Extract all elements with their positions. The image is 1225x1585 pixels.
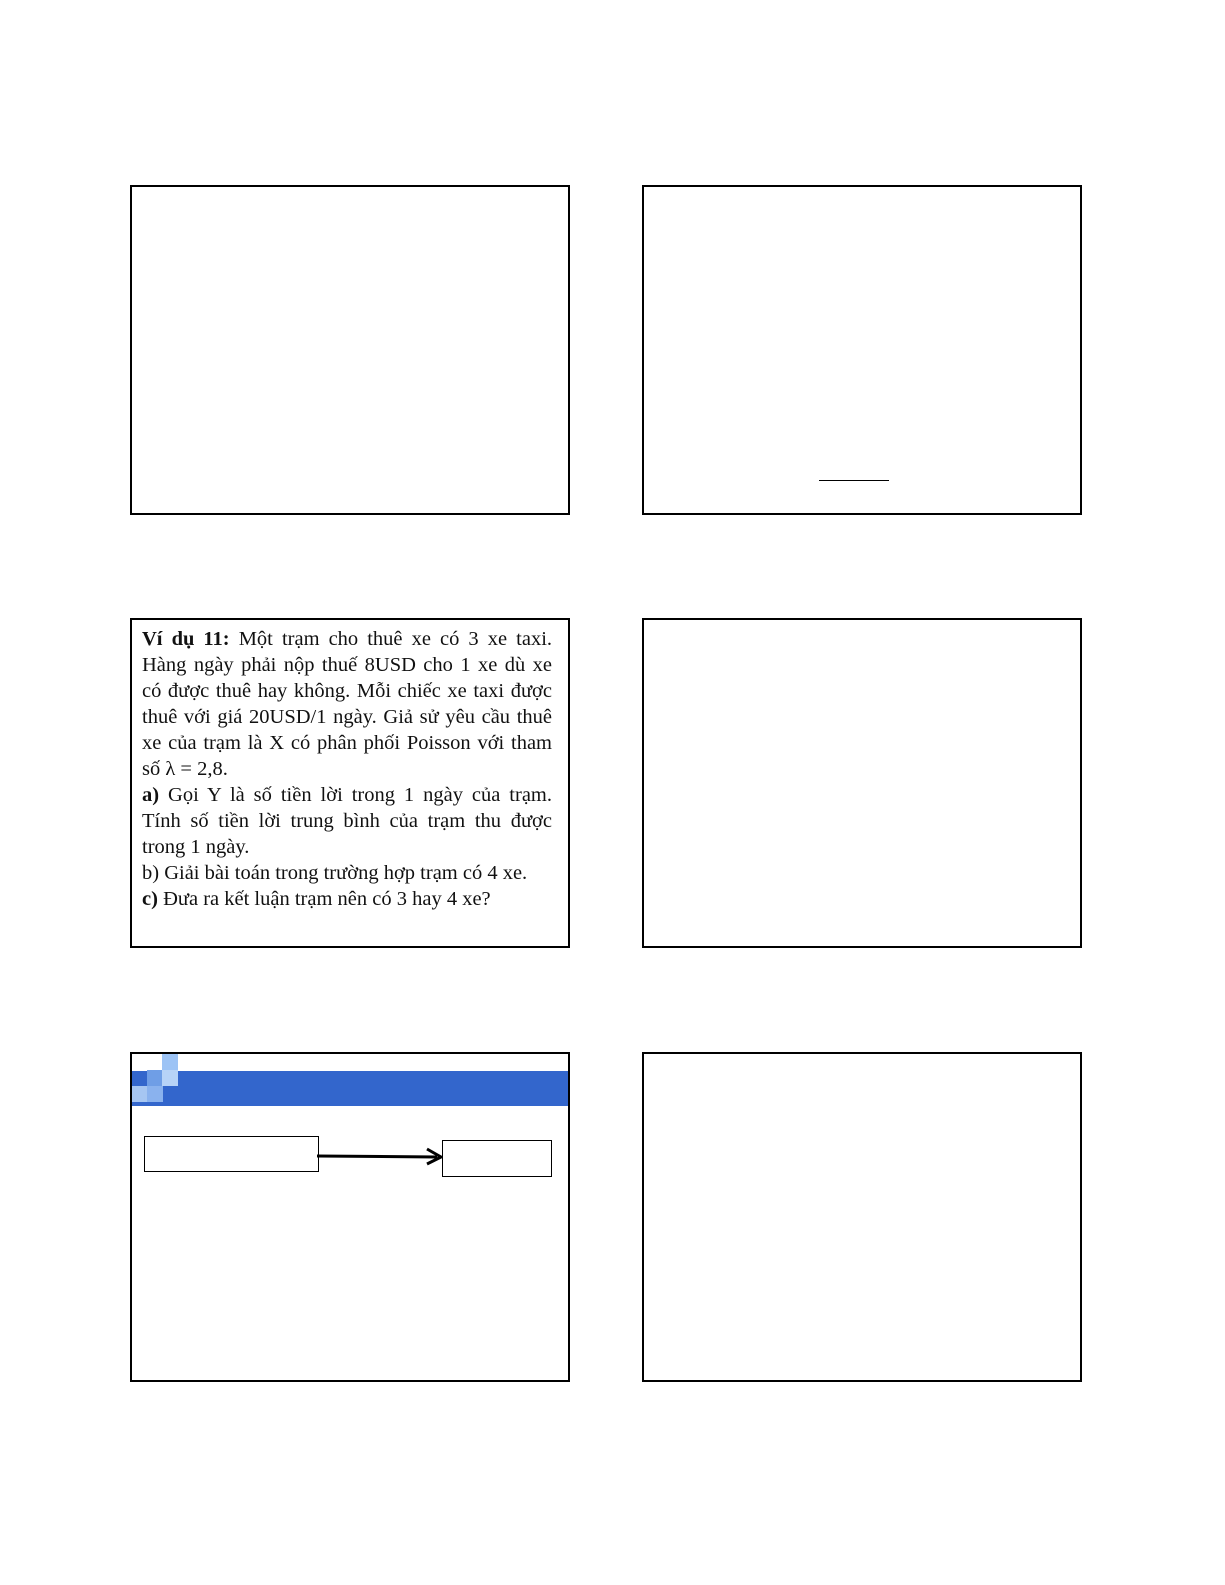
slide-5-diagram bbox=[130, 1052, 570, 1382]
flow-box-target bbox=[442, 1140, 552, 1177]
part-c-label: c) bbox=[142, 888, 158, 910]
slide-2 bbox=[642, 185, 1082, 515]
example-label: Ví dụ 11: bbox=[142, 628, 230, 650]
decorative-square bbox=[162, 1054, 178, 1070]
decorative-square bbox=[147, 1070, 163, 1086]
arrow-right-icon bbox=[317, 1146, 447, 1166]
flow-box-source bbox=[144, 1136, 319, 1172]
example-part-b: b) Giải bài toán trong trường hợp trạm có 4 xe. bbox=[142, 862, 528, 884]
example-part-c bbox=[142, 886, 552, 912]
slide-1 bbox=[130, 185, 570, 515]
slide-3-example bbox=[130, 618, 570, 948]
decorative-square bbox=[162, 1070, 178, 1086]
underline-mark bbox=[819, 480, 889, 481]
slide-6 bbox=[642, 1052, 1082, 1382]
decorative-square bbox=[147, 1086, 163, 1102]
part-a-text: Gọi Y là số tiền lời trong 1 ngày của trạm. Tính số tiền lời trung bình của trạm thu được trong 1 ngày. bbox=[142, 784, 552, 858]
slide-4 bbox=[642, 618, 1082, 948]
slide-header-bar bbox=[132, 1071, 568, 1106]
example-intro-text: Một trạm cho thuê xe có 3 xe taxi. Hàng ngày phải nộp thuế 8USD cho 1 xe dù xe có được thuê hay không. Mỗi chiếc xe taxi được thuê với giá 20USD/1 ngày. Giả sử yêu cầu thuê xe của trạm là X có phân phối Poisson với tham số λ = 2,8. bbox=[142, 628, 553, 780]
example-problem-text bbox=[142, 626, 552, 912]
example-part-a bbox=[142, 782, 552, 860]
decorative-square bbox=[132, 1086, 148, 1102]
part-a-label: a) bbox=[142, 784, 160, 806]
example-intro bbox=[142, 626, 552, 782]
part-c-text: Đưa ra kết luận trạm nên có 3 hay 4 xe? bbox=[157, 888, 491, 910]
